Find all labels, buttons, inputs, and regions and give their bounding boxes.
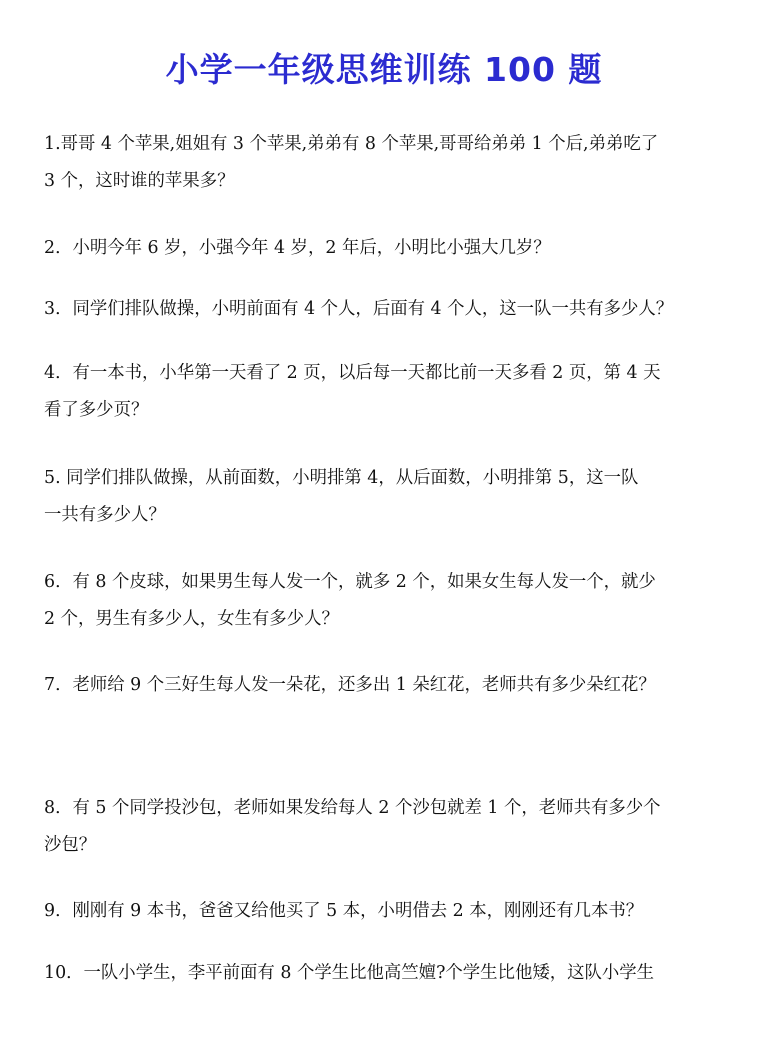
question-4 (44, 355, 734, 429)
question-line: 7．老师给 9 个三好生每人发一朵花，还多出 1 朵红花，老师共有多少朵红花？ (44, 675, 656, 695)
question-line: 3．同学们排队做操，小明前面有 4 个人，后面有 4 个人，这一队一共有多少人？ (44, 299, 674, 319)
question-6 (44, 564, 734, 638)
question-line: 6．有 8 个皮球，如果男生每人发一个，就多 2 个，如果女生每人发一个，就少 (44, 572, 656, 592)
question-10 (44, 955, 734, 992)
question-8 (44, 790, 734, 864)
question-line: 9．刚刚有 9 本书，爸爸又给他买了 5 本，小明借去 2 本，刚刚还有几本书？ (44, 901, 644, 921)
question-line: 看了多少页？ (44, 400, 149, 420)
question-line: 沙包？ (44, 835, 97, 855)
question-line: 8．有 5 个同学投沙包，老师如果发给每人 2 个沙包就差 1 个，老师共有多少个 (44, 798, 661, 818)
question-9 (44, 893, 734, 930)
page-title: 小学一年级思维训练 100 题 (165, 50, 603, 89)
question-line: 一共有多少人？ (44, 505, 166, 525)
question-line: 3 个，这时谁的苹果多？ (44, 171, 235, 191)
question-2 (44, 230, 734, 267)
question-line: 4．有一本书，小华第一天看了 2 页，以后每一天都比前一天多看 2 页，第 4 天 (44, 363, 661, 383)
question-line: 2．小明今年 6 岁，小强今年 4 岁，2 年后，小明比小强大几岁？ (44, 238, 551, 258)
question-line: 5. 同学们排队做操，从前面数，小明排第 4，从后面数，小明排第 5，这一队 (44, 468, 639, 488)
question-3 (44, 291, 734, 328)
question-line: 10．一队小学生，李平前面有 8 个学生比他高竺嬗?个学生比他矮，这队小学生 (44, 963, 655, 983)
question-7 (44, 667, 734, 704)
question-5 (44, 460, 734, 534)
question-1 (44, 126, 734, 200)
question-line: 2 个，男生有多少人，女生有多少人？ (44, 609, 339, 629)
question-line: 1.哥哥 4 个苹果,姐姐有 3 个苹果,弟弟有 8 个苹果,哥哥给弟弟 1 个后,弟弟吃了 (44, 134, 659, 154)
